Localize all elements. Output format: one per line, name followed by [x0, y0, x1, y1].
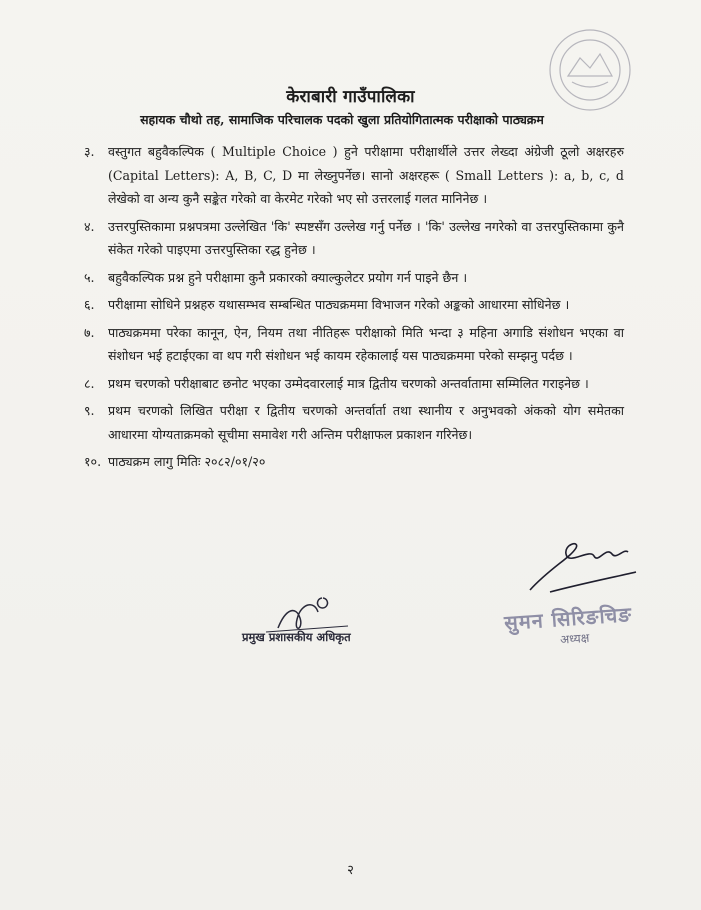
signature-right — [520, 528, 640, 606]
list-item — [84, 140, 624, 211]
page-number: २ — [347, 863, 354, 878]
item-text: उत्तरपुस्तिकामा प्रश्नपत्रमा उल्लेखित 'कि' स्पष्टसँग उल्लेख गर्नु पर्नेछ । 'कि' उल्लेख नगरेको वा उत्तरपुस्तिकामा कुनै संकेत गरेको पाइएमा उत्तरपुस्तिका रद्ध हुनेछ । — [108, 218, 624, 257]
item-text: बहुवैकल्पिक प्रश्न हुने परीक्षामा कुनै प्रकारको क्याल्कुलेटर प्रयोग गर्न पाइने छैन । — [108, 269, 468, 285]
item-text: पाठ्यक्रममा परेका कानून, ऐन, नियम तथा नीतिहरू परीक्षाको मिति भन्दा ३ महिना अगाडि संशोधन भएका वा संशोधन भई हटाईएका वा थप गरी संशोधन भई कायम रहेकालाई यस पाठ्यक्रममा परेको सम्झनु पर्दछ । — [108, 324, 624, 363]
item-text: पाठ्यक्रम लागु मितिः २०८२/०१/२० — [108, 454, 266, 469]
item-text: वस्तुगत बहुवैकल्पिक ( Multiple Choice ) हुने परीक्षामा परीक्षार्थीले उत्तर लेख्दा अंग्रेजी ठूलो अक्षरहरु (Capital Letters): A, B, C, D मा लेख्नुपर्नेछ। सानो अक्षरहरू ( Small Letters ): a, b, c, d लेखेको वा अन्य कुनै सङ्केत गरेको वा केरमेट गरेको भए सो उत्तरलाई गलत मानिनेछ । — [108, 144, 624, 206]
item-number: ८. — [84, 375, 95, 391]
list-item — [84, 321, 624, 368]
item-number: ४. — [84, 218, 95, 234]
list-item — [84, 293, 624, 317]
item-number: ६. — [84, 297, 95, 312]
page-title: केराबारी गाउँपालिका — [286, 87, 415, 107]
item-number: ५. — [84, 269, 95, 285]
list-item — [84, 399, 624, 446]
list-item — [84, 450, 624, 474]
municipality-seal — [520, 22, 660, 122]
item-number: ९. — [84, 403, 95, 418]
stamp-role: अध्यक्ष — [559, 630, 590, 647]
item-number: ३. — [84, 144, 95, 159]
page-subtitle: सहायक चौथो तह, सामाजिक परिचालक पदको खुला प्रतियोगितात्मक परीक्षाको पाठ्यक्रम — [140, 112, 544, 127]
item-number: १०. — [84, 454, 102, 469]
item-text: प्रथम चरणको परीक्षाबाट छनोट भएका उम्मेदवारलाई मात्र द्वितीय चरणको अन्तर्वातामा सम्मिलित गराइनेछ । — [108, 375, 589, 391]
list-item — [84, 266, 624, 290]
rules-list — [84, 140, 624, 478]
stamp-name: सुमन सिरिङचिङ — [503, 602, 633, 635]
item-number: ७. — [84, 324, 95, 340]
list-item — [84, 215, 624, 262]
signatory-title-left: प्रमुख प्रशासकीय अधिकृत — [242, 630, 351, 644]
item-text: परीक्षामा सोधिने प्रश्नहरु यथासम्भव सम्बन्धित पाठ्यक्रममा विभाजन गरेको अङ्कको आधारमा सोधिनेछ । — [108, 297, 570, 312]
list-item — [84, 372, 624, 396]
item-text: प्रथम चरणको लिखित परीक्षा र द्वितीय चरणको अन्तर्वार्ता तथा स्थानीय र अनुभवको अंकको योग समेतका आधारमा योग्यताक्रमको सूचीमा समावेश गरी अन्तिम परीक्षाफल प्रकाशन गरिनेछ। — [108, 403, 624, 442]
